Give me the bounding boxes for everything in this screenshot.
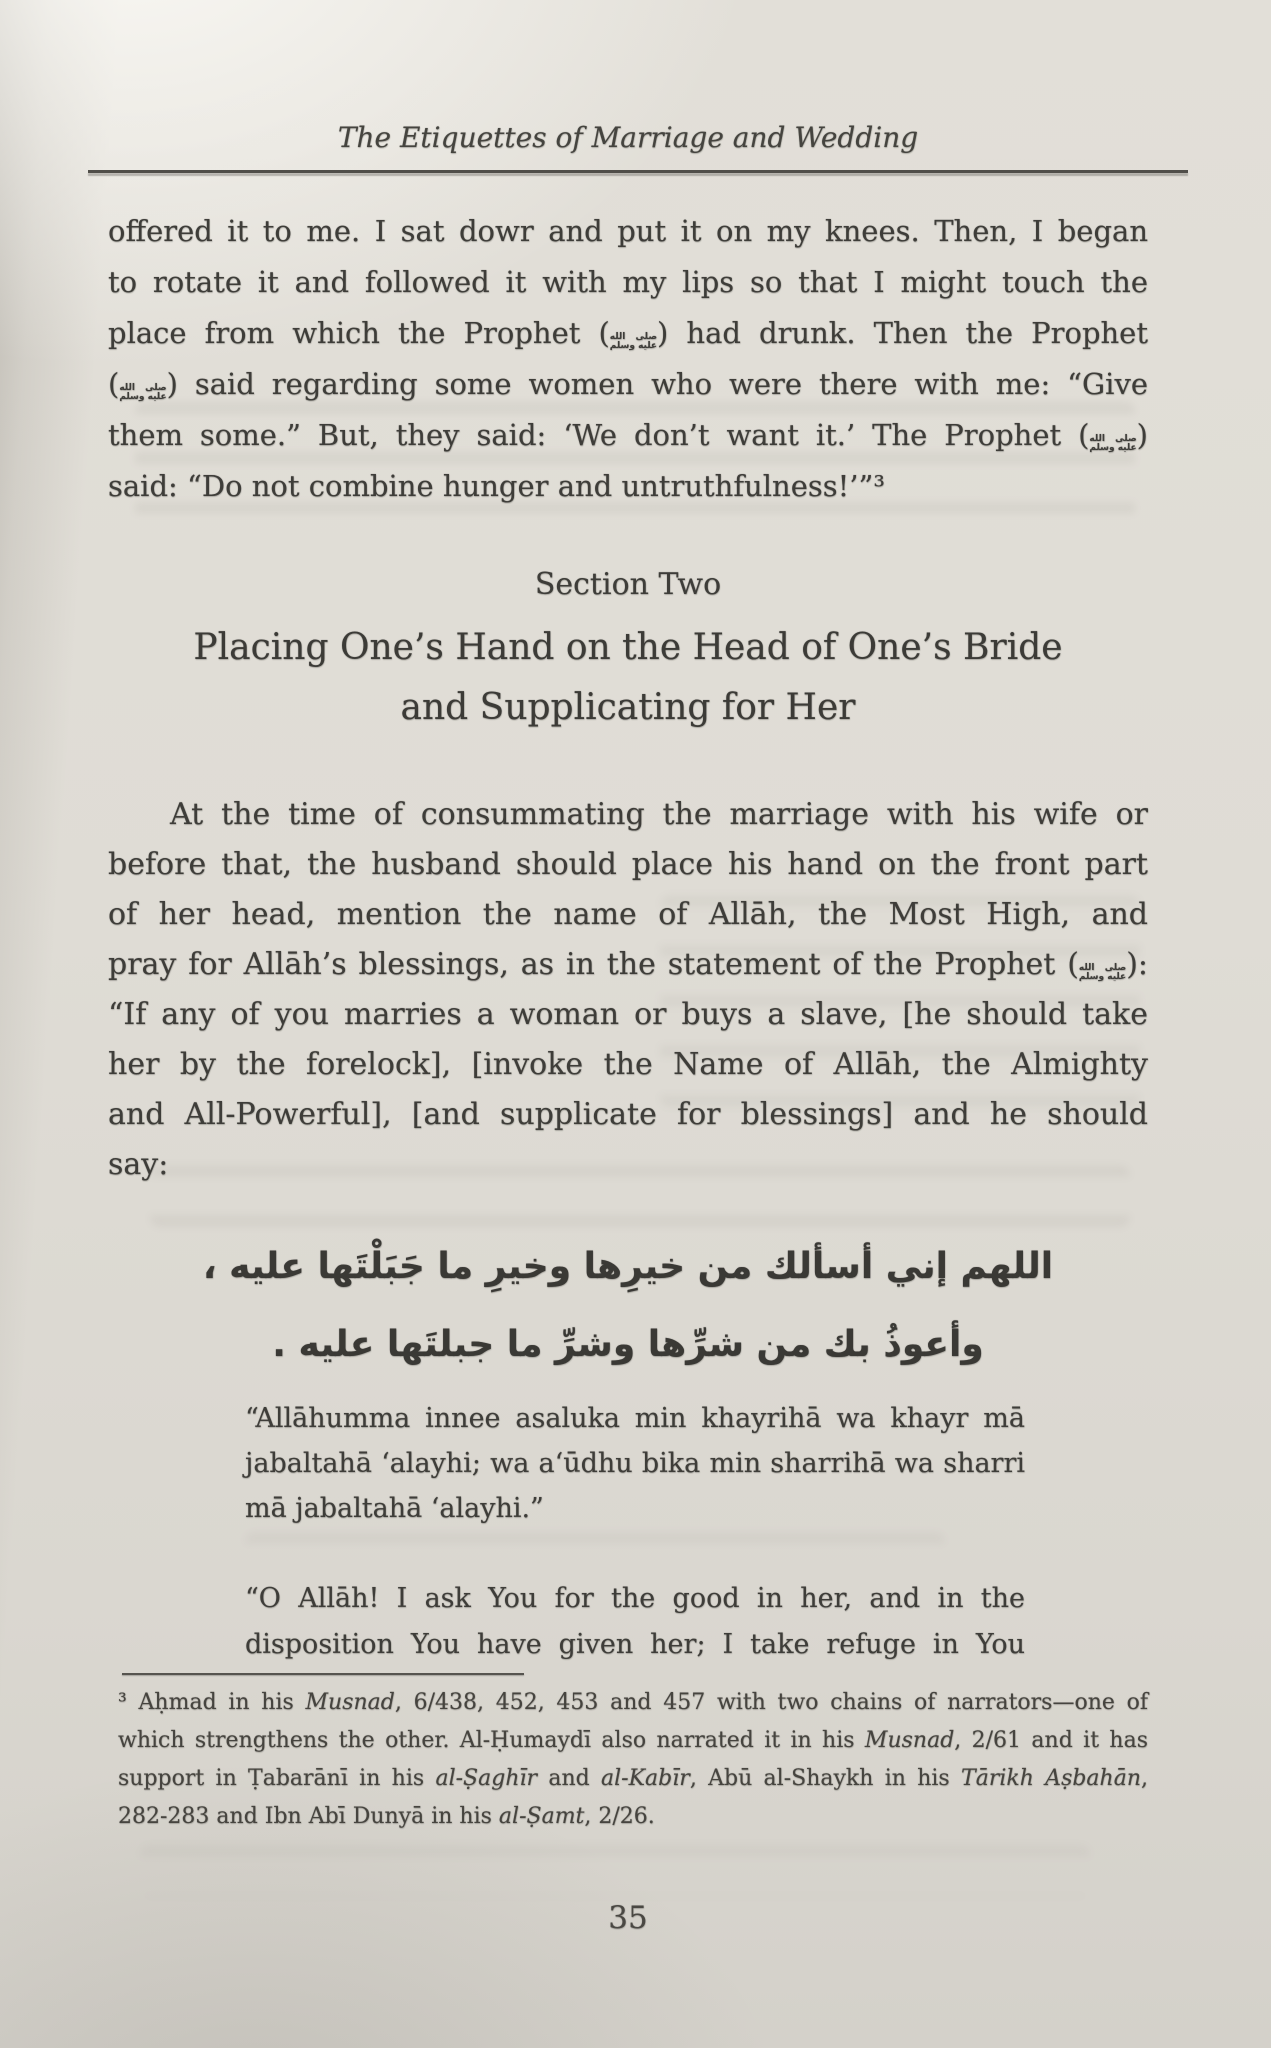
arabic-dua	[108, 1228, 1148, 1384]
transliteration-line: jabaltahā ‘alayhi; wa a‘ūdhu bika min sharrihā wa sharri	[245, 1448, 1025, 1479]
text-line: pray for Allāh’s blessings, as in the statement of the Prophet (صلى الله عليه وسلم):	[108, 947, 1148, 982]
translation-block	[245, 1576, 1025, 1668]
prophet-honorific-icon: صلى الله عليه وسلم	[609, 332, 658, 351]
text-line: her by the forelock], [invoke the Name of Allāh, the Almighty	[108, 1047, 1148, 1082]
footnote-line: which strengthens the other. Al-Ḥumaydī also narrated it in his Musnad, 2/61 and it has	[118, 1728, 1148, 1753]
text-line: At the time of consummating the marriage with his wife or	[170, 797, 1148, 832]
footnote-line: support in Ṭabarānī in his al-Ṣaghīr and al-Kabīr, Abū al-Shaykh in his Tārikh Aṣbahān,	[118, 1766, 1149, 1791]
transliteration-block	[245, 1396, 1025, 1531]
bleed-through-ghost	[245, 1532, 945, 1580]
section-kicker: Section Two	[534, 567, 722, 602]
text-line: offered it to me. I sat dowr and put it on my knees. Then, I began	[108, 214, 1148, 248]
page-number: 35	[608, 1900, 648, 1936]
header-rule	[88, 170, 1188, 173]
text-line: to rotate it and followed it with my lips so that I might touch the	[108, 265, 1148, 299]
transliteration-line: mā jabaltahā ‘alayhi.”	[245, 1493, 544, 1524]
translation-line: disposition You have given her; I take refuge in You	[245, 1629, 1025, 1660]
text-line: said: “Do not combine hunger and untruthfulness!’”³	[108, 469, 885, 503]
footnote-line: ³ Aḥmad in his Musnad, 6/438, 452, 453 and 457 with two chains of narrators—one of	[118, 1690, 1149, 1715]
text-line: “If any of you marries a woman or buys a slave, [he should take	[108, 997, 1148, 1032]
running-header: The Etiquettes of Marriage and Wedding	[337, 121, 919, 154]
translation-line: “O Allāh! I ask You for the good in her, and in the	[245, 1583, 1025, 1614]
text-line: (صلى الله عليه وسلم) said regarding some women who were there with me: “Give	[108, 367, 1148, 402]
bleed-through-ghost	[140, 1845, 1090, 1897]
prophet-honorific-icon: صلى الله عليه وسلم	[1089, 434, 1137, 453]
footnote-block	[118, 1684, 1148, 1836]
transliteration-line: “Allāhumma innee asaluka min khayrihā wa khayr mā	[245, 1403, 1025, 1434]
text-line: and All-Powerful], [and supplicate for blessings] and he should	[108, 1097, 1148, 1132]
arabic-dua-line: اللهم إني أسألك من خيرِها وخيرِ ما جَبَلْتَها عليه ،	[202, 1246, 1054, 1287]
arabic-dua-line: وأعوذُ بك من شرِّها وشرِّ ما جبلتَها عليه .	[272, 1324, 984, 1365]
footnote-rule	[122, 1673, 524, 1675]
section-title-line-2: and Supplicating for Her	[400, 687, 856, 728]
prophet-honorific-icon: صلى الله عليه وسلم	[119, 383, 167, 402]
text-line: before that, the husband should place his hand on the front part	[108, 847, 1148, 882]
text-line: place from which the Prophet (صلى الله عليه وسلم) had drunk. Then the Prophet	[108, 316, 1148, 351]
text-line: of her head, mention the name of Allāh, the Most High, and	[108, 897, 1148, 932]
text-line: them some.” But, they said: ‘We don’t want it.’ The Prophet (صلى الله عليه وسلم)	[108, 418, 1148, 453]
paragraph-main	[108, 790, 1148, 1190]
text-line: say:	[108, 1147, 169, 1182]
paragraph-continued	[108, 206, 1148, 512]
section-title-line-1: Placing One’s Hand on the Head of One’s Bride	[193, 627, 1063, 668]
footnote-line: 282-283 and Ibn Abī Dunyā in his al-Ṣamt, 2/26.	[118, 1804, 655, 1829]
prophet-honorific-icon: صلى الله عليه وسلم	[1078, 963, 1127, 982]
